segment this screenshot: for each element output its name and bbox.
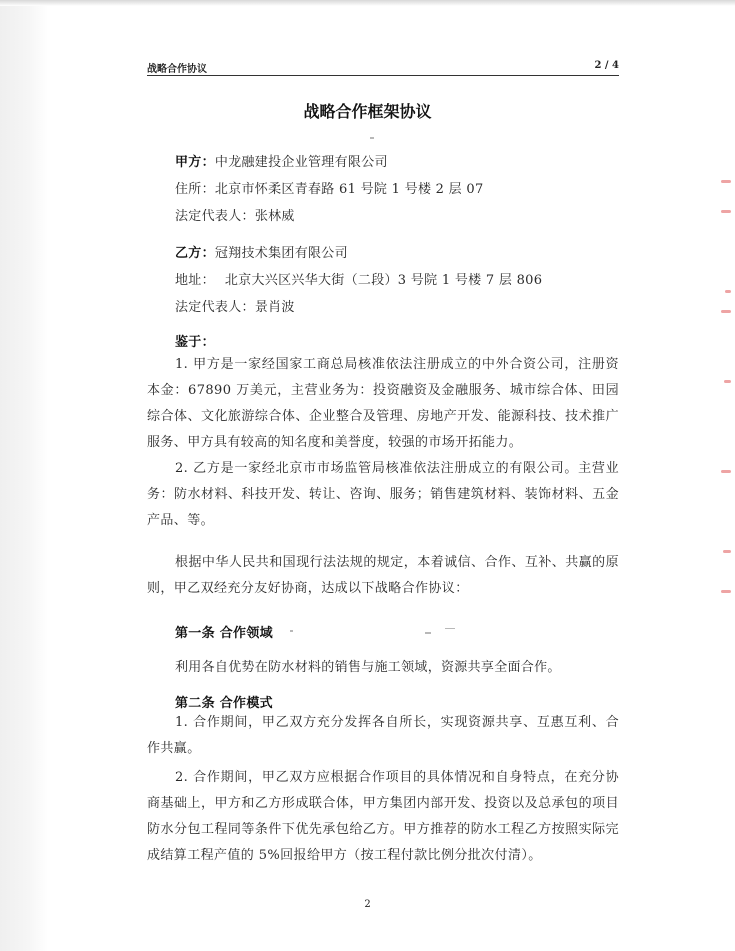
whereas-heading: 鉴于：	[175, 335, 215, 350]
whereas-item-1	[147, 352, 619, 456]
article-2-item-2	[147, 765, 619, 869]
party-b-rep-line	[175, 296, 295, 315]
page-number: 2	[364, 899, 371, 910]
scan-shadow-top	[0, 0, 735, 6]
party-b-name-line	[175, 242, 348, 261]
article-2-heading: 第二条 合作模式	[175, 696, 273, 711]
party-a-name: 中龙融建投企业管理有限公司	[214, 155, 388, 170]
article-2-item-1-text: 1. 合作期间，甲乙双方充分发挥各自所长，实现资源共享、互惠互利、合作共赢。	[147, 715, 619, 756]
running-header	[147, 60, 619, 76]
article-2-item-1	[147, 710, 619, 762]
scan-speck	[445, 628, 455, 629]
party-b-rep-label: 法定代表人：	[175, 300, 255, 315]
party-a-address: 北京市怀柔区青春路 61 号院 1 号楼 2 层 07	[214, 182, 484, 197]
party-a-rep-label: 法定代表人：	[175, 209, 255, 224]
party-a-address-label: 住所：	[175, 182, 215, 197]
scan-speck	[370, 137, 374, 139]
header-rule	[147, 75, 619, 76]
header-page-indicator: 2 / 4	[594, 60, 619, 71]
scan-speck	[290, 630, 293, 632]
whereas-item-2	[147, 456, 619, 534]
preamble-text: 根据中华人民共和国现行法法规的规定，本着诚信、合作、互补、共赢的原则，甲乙双经充分友好协商，达成以下战略合作协议：	[147, 555, 619, 596]
party-a-name-line	[175, 151, 388, 170]
party-b-name: 冠翔技术集团有限公司	[214, 246, 348, 261]
seal-fragment-marks	[711, 170, 735, 610]
header-title: 战略合作协议	[147, 64, 207, 75]
article-1-text: 利用各自优势在防水材料的销售与施工领域，资源共享全面合作。	[175, 660, 561, 675]
party-b-address-label: 地址：	[175, 273, 215, 288]
whereas-item-2-text: 2. 乙方是一家经北京市市场监管局核准依法注册成立的有限公司。主营业务：防水材料、科技开发、转让、咨询、服务；销售建筑材料、装饰材料、五金产品、等。	[147, 461, 619, 528]
article-1-heading: 第一条 合作领域	[175, 626, 273, 641]
party-a-address-line	[175, 178, 484, 197]
document-title: 战略合作框架协议	[303, 102, 432, 121]
party-a-rep-line	[175, 205, 295, 224]
party-b-address-line	[175, 269, 542, 288]
preamble	[147, 550, 619, 602]
scan-speck	[425, 632, 431, 634]
party-a-rep: 张林威	[254, 209, 295, 224]
party-b-label: 乙方：	[175, 246, 215, 261]
party-a-label: 甲方：	[175, 155, 215, 170]
party-b-address: 北京大兴区兴华大街（二段）3 号院 1 号楼 7 层 806	[224, 273, 543, 288]
party-b-rep: 景肖波	[254, 300, 295, 315]
article-2-item-2-text: 2. 合作期间，甲乙双方应根据合作项目的具体情况和自身特点，在充分协商基础上，甲方和乙方形成联合体，甲方集团内部开发、投资以及总承包的项目防水分包工程同等条件下优先承包给乙方。甲方推荐的防水工程乙方按照实际完成结算工程产值的 5%回报给甲方（按工程付款比例分批次付清）。	[147, 770, 619, 863]
whereas-item-1-text: 1. 甲方是一家经国家工商总局核准依法注册成立的中外合资公司，注册资本金：67890 万美元，主营业务为：投资融资及金融服务、城市综合体、田园综合体、文化旅游综合体、企业整合及管理、房地产开发、能源科技、技术推广服务、甲方具有较高的知名度和美誉度，较强的市场开拓能力。	[147, 357, 619, 450]
scan-shadow-left	[0, 0, 48, 951]
